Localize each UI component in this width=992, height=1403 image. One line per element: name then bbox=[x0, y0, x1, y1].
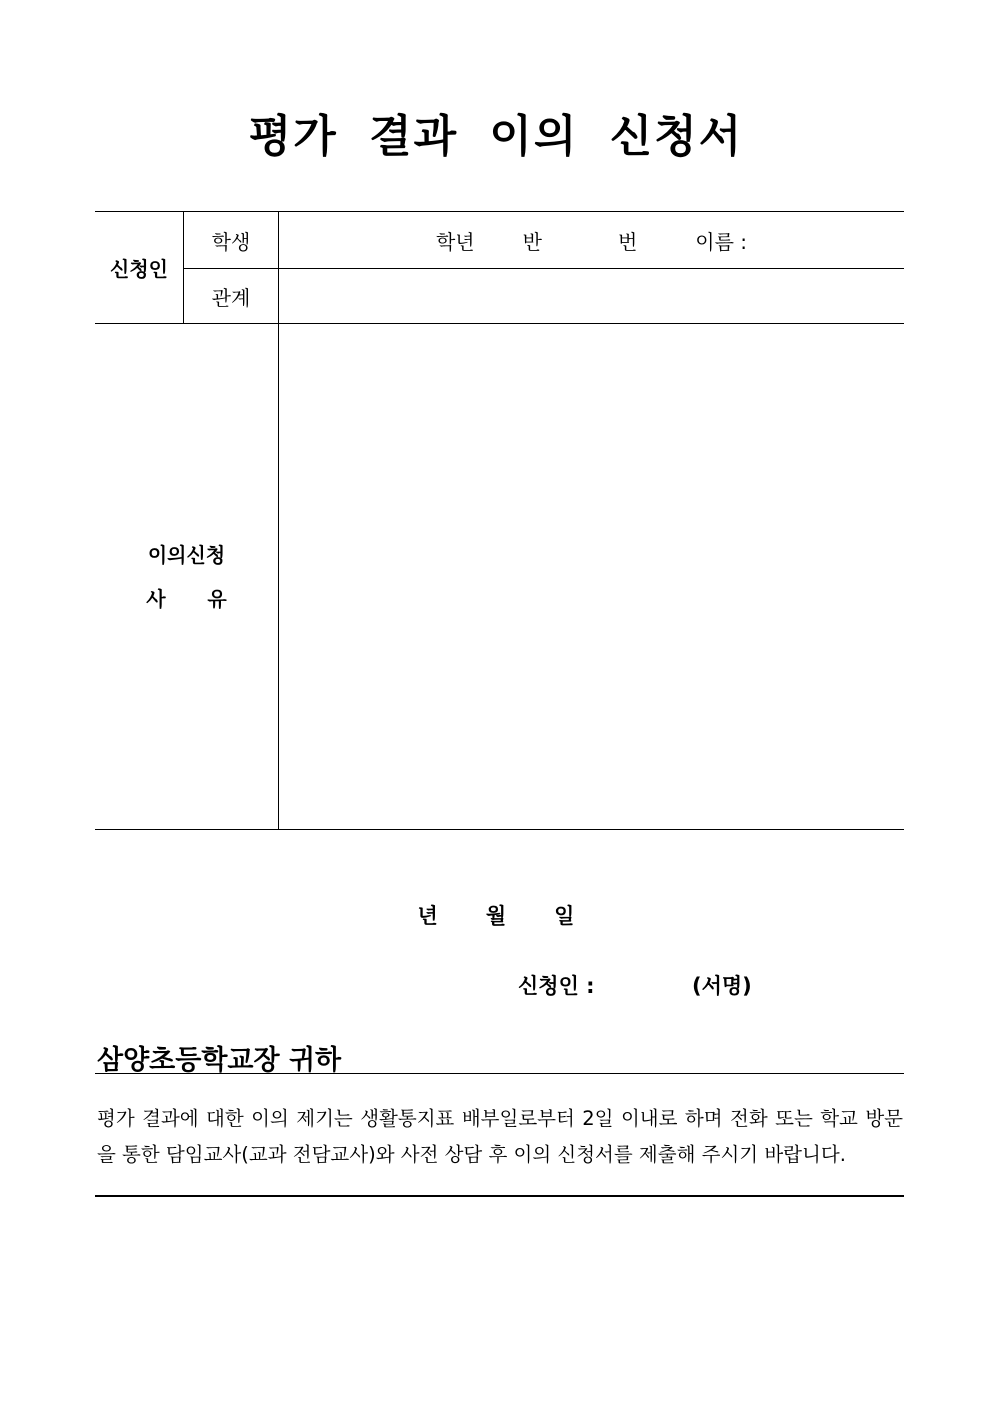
reason-label bbox=[95, 324, 279, 830]
name-label: 이름 : bbox=[695, 229, 748, 254]
reason-label-line2: 사 유 bbox=[146, 586, 227, 611]
reason-row bbox=[95, 324, 904, 830]
student-label: 학생 bbox=[184, 212, 279, 269]
recipient: 삼양초등학교장 귀하 bbox=[97, 1045, 342, 1076]
signature-line bbox=[518, 970, 752, 1000]
signature-mark: (서명) bbox=[692, 974, 752, 998]
year-label: 년 bbox=[417, 904, 438, 928]
application-form-table bbox=[95, 211, 904, 830]
relation-row bbox=[95, 269, 904, 324]
day-label: 일 bbox=[554, 904, 575, 928]
divider bbox=[95, 1073, 904, 1074]
number-label: 번 bbox=[617, 229, 638, 254]
applicant-label: 신청인 bbox=[95, 212, 184, 324]
signature-label: 신청인 : bbox=[518, 974, 595, 998]
notice-text: 평가 결과에 대한 이의 제기는 생활통지표 배부일로부터 2일 이내로 하며 전화 또는 학교 방문을 통한 담임교사(교과 전담교사)와 사전 상담 후 이의 신청서를 제출해 주시기 바랍니다. bbox=[97, 1107, 903, 1166]
student-info-field[interactable] bbox=[279, 212, 905, 269]
reason-field[interactable] bbox=[279, 324, 905, 830]
relation-field[interactable] bbox=[279, 269, 905, 324]
relation-label: 관계 bbox=[184, 269, 279, 324]
student-row bbox=[95, 212, 904, 269]
date-line bbox=[0, 900, 992, 930]
month-label: 월 bbox=[485, 904, 507, 928]
page-title: 평가 결과 이의 신청서 bbox=[248, 111, 744, 162]
reason-label-line1: 이의신청 bbox=[147, 542, 226, 567]
bottom-divider bbox=[95, 1195, 904, 1197]
class-label: 반 bbox=[522, 229, 542, 254]
grade-label: 학년 bbox=[435, 229, 475, 254]
